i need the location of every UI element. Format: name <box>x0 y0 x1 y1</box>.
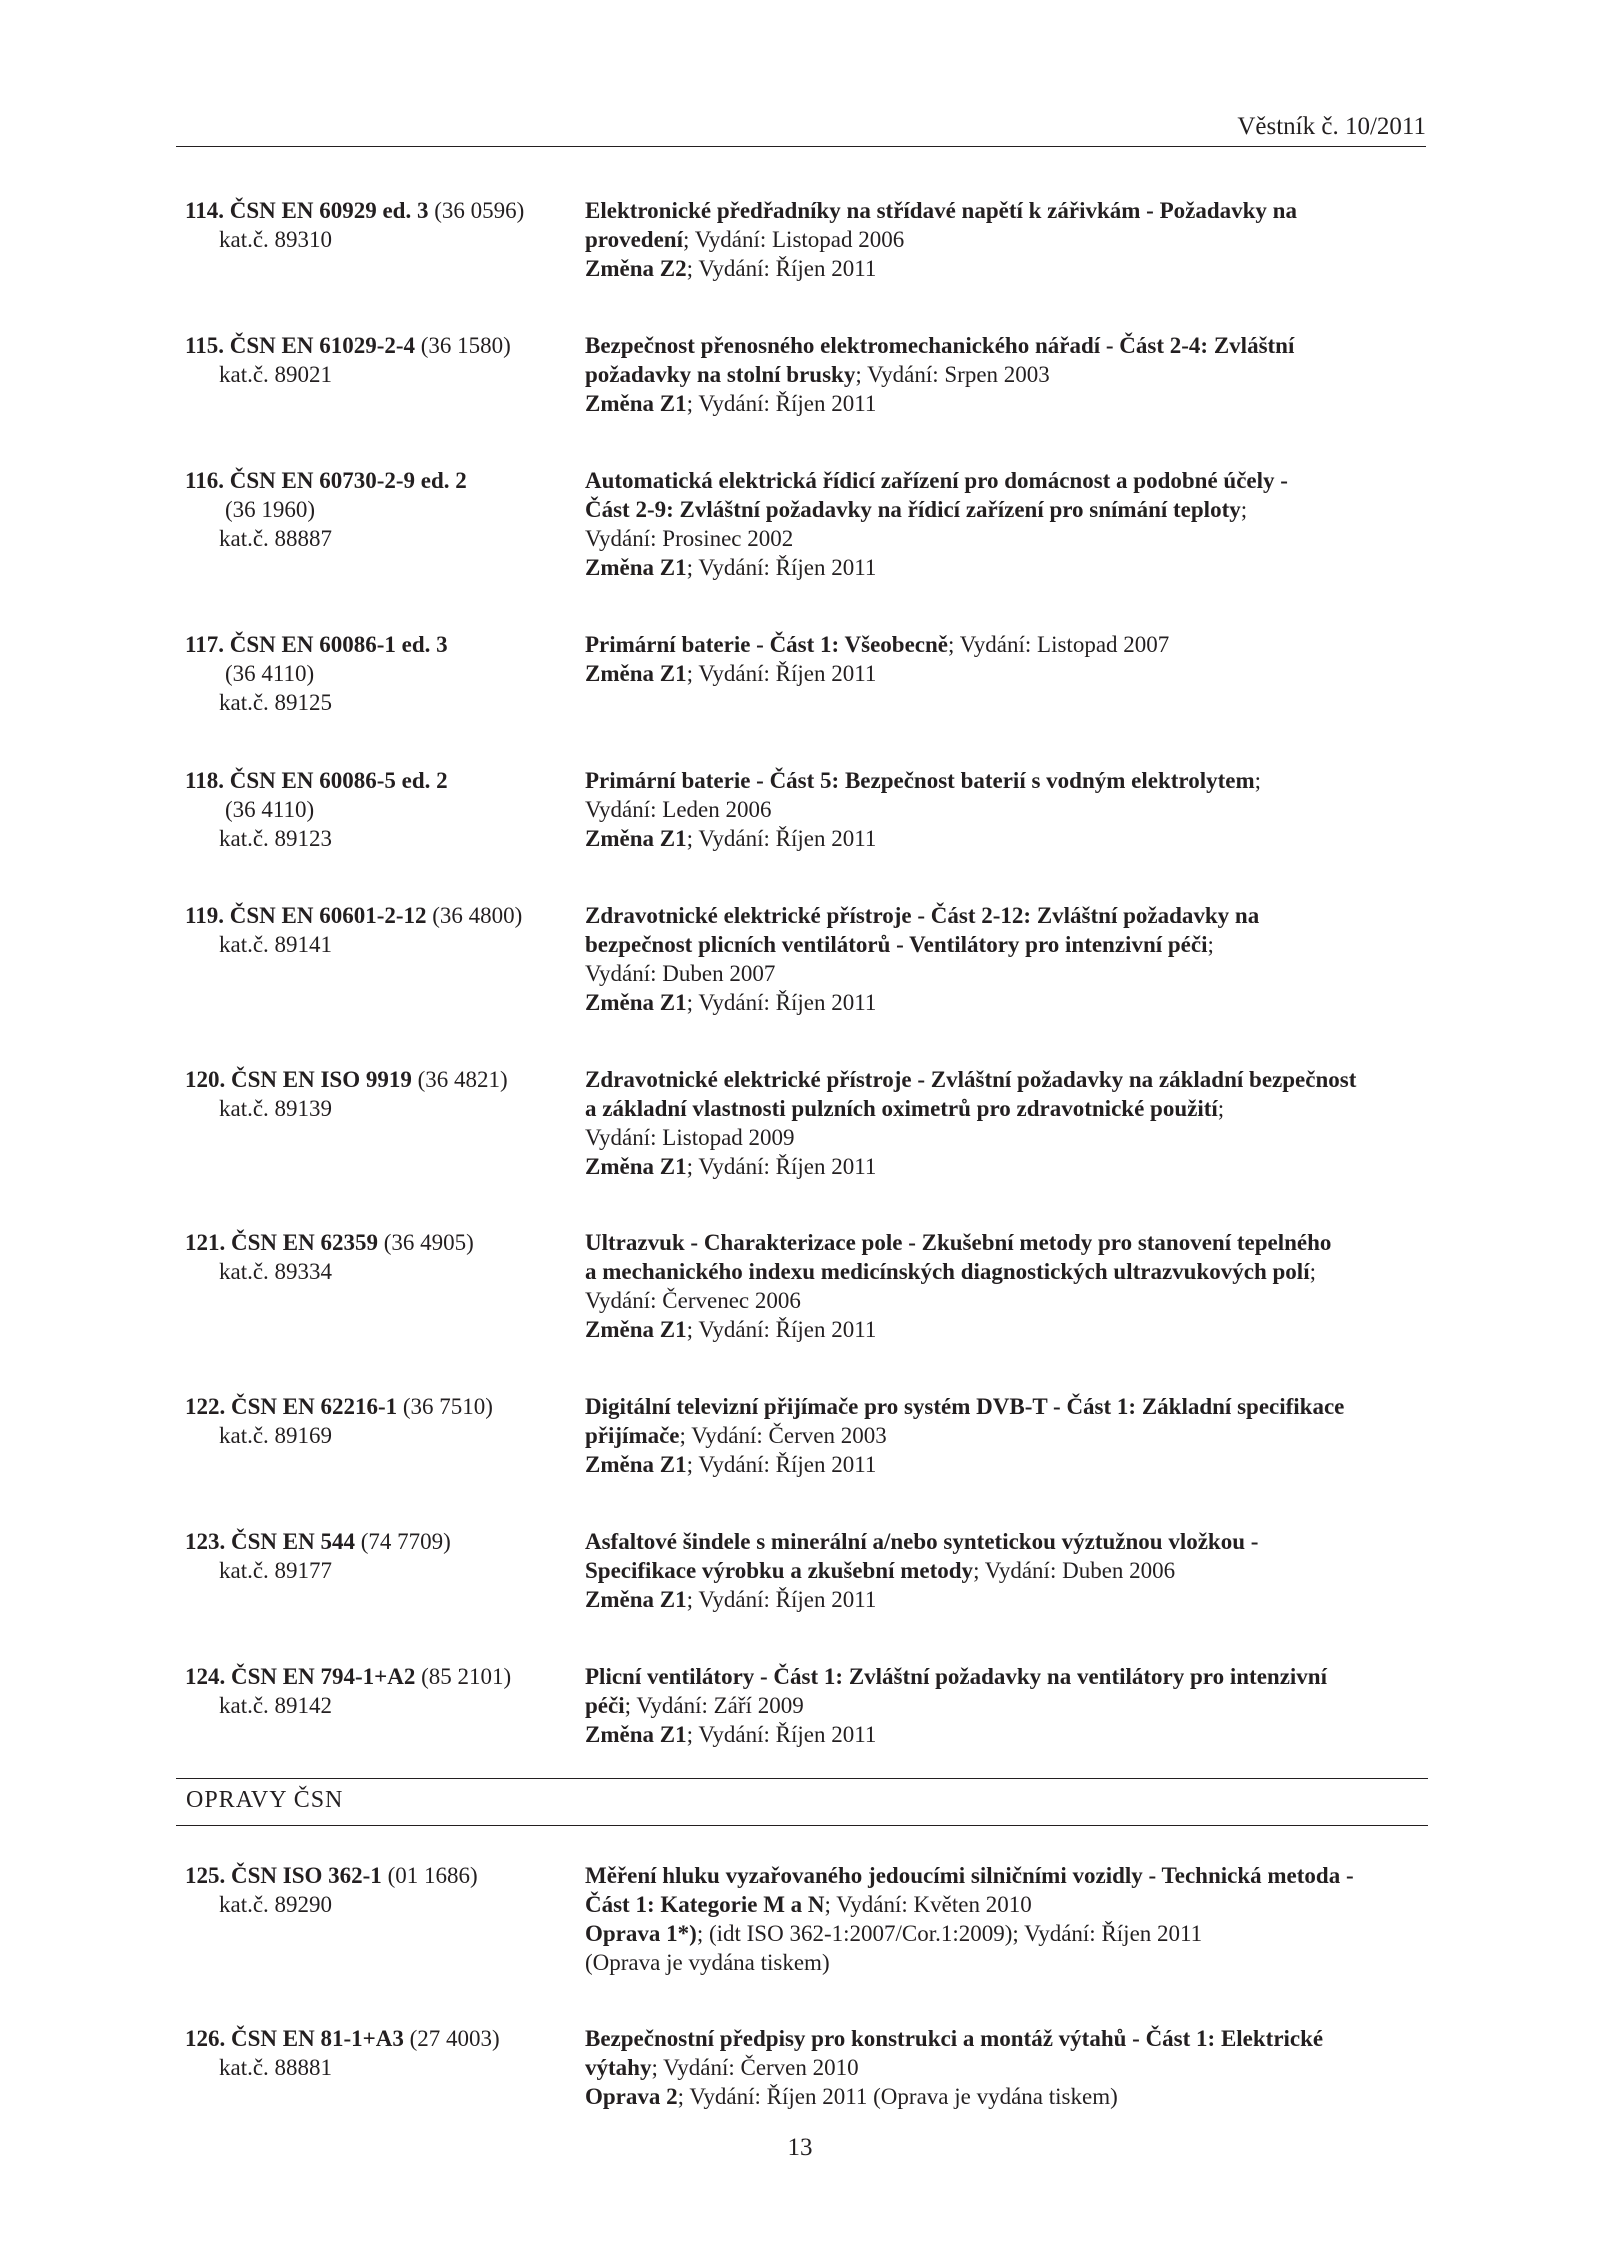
change-date: ; Vydání: Říjen 2011 <box>686 1154 877 1179</box>
standard-title: Automatická elektrická řídicí zařízení pro domácnost a podobné účely - <box>585 468 1288 493</box>
standard-code: ČSN EN ISO 9919 <box>231 1067 412 1092</box>
change-date: ; Vydání: Říjen 2011 <box>686 1587 877 1612</box>
classification-code: (36 1960) <box>225 497 316 522</box>
standard-title: Zdravotnické elektrické přístroje - Zvláštní požadavky na základní bezpečnost <box>585 1067 1357 1092</box>
standard-code: ČSN EN 60086-5 ed. 2 <box>229 768 448 793</box>
catalog-number: kat.č. 89177 <box>219 1558 333 1583</box>
entry-number: 116. <box>185 468 224 493</box>
classification-code: (36 0596) <box>434 198 525 223</box>
standard-title-cont: a mechanického indexu medicínských diagnostických ultrazvukových polí <box>585 1259 1310 1284</box>
change-label: Změna Z1 <box>585 990 687 1015</box>
change-label: Změna Z1 <box>585 391 687 416</box>
change-date: ; Vydání: Říjen 2011 <box>686 1317 877 1342</box>
catalog-number: kat.č. 89139 <box>219 1096 333 1121</box>
correction-details: ; Vydání: Říjen 2011 (Oprava je vydána tiskem) <box>677 2084 1118 2109</box>
issue-date: Vydání: Listopad 2009 <box>585 1125 795 1150</box>
catalog-number: kat.č. 89169 <box>219 1423 333 1448</box>
standard-title-cont: bezpečnost plicních ventilátorů - Ventilátory pro intenzivní péči <box>585 932 1208 957</box>
catalog-number: kat.č. 89123 <box>219 826 333 851</box>
classification-code: (36 4110) <box>225 797 315 822</box>
change-date: ; Vydání: Říjen 2011 <box>686 990 877 1015</box>
standard-title: Měření hluku vyzařovaného jedoucími silničními vozidly - Technická metoda - <box>585 1863 1354 1888</box>
catalog-number: kat.č. 89334 <box>219 1259 333 1284</box>
entry-number: 118. <box>185 768 224 793</box>
change-date: ; Vydání: Říjen 2011 <box>686 826 877 851</box>
classification-code: (36 4821) <box>417 1067 508 1092</box>
change-label: Změna Z1 <box>585 1587 687 1612</box>
standard-title-cont: výtahy <box>585 2055 652 2080</box>
classification-code: (36 7510) <box>402 1394 493 1419</box>
issue-date: ; Vydání: Srpen 2003 <box>855 362 1050 387</box>
classification-code: (36 4800) <box>432 903 523 928</box>
standard-title: Zdravotnické elektrické přístroje - Část 2-12: Zvláštní požadavky na <box>585 903 1260 928</box>
catalog-number: kat.č. 89141 <box>219 932 333 957</box>
standard-title-cont: a základní vlastnosti pulzních oximetrů pro zdravotnické použití <box>585 1096 1218 1121</box>
standard-title-cont: Část 1: Kategorie M a N <box>585 1892 825 1917</box>
entry-number: 125. <box>185 1863 226 1888</box>
standard-code: ČSN EN 62216-1 <box>231 1394 398 1419</box>
change-label: Změna Z1 <box>585 1722 687 1747</box>
entry-number: 117. <box>185 632 224 657</box>
change-date: ; Vydání: Říjen 2011 <box>686 1722 877 1747</box>
entry-number: 126. <box>185 2026 226 2051</box>
classification-code: (36 4905) <box>383 1230 474 1255</box>
standard-code: ČSN EN 544 <box>231 1529 355 1554</box>
classification-code: (74 7709) <box>360 1529 451 1554</box>
entry-number: 122. <box>185 1394 226 1419</box>
standard-code: ČSN EN 62359 <box>231 1230 378 1255</box>
title-punctuation: ; <box>1217 1096 1225 1121</box>
standard-title: Plicní ventilátory - Část 1: Zvláštní požadavky na ventilátory pro intenzivní <box>585 1664 1327 1689</box>
catalog-number: kat.č. 89310 <box>219 227 333 252</box>
title-punctuation: ; <box>1254 768 1262 793</box>
issue-date: ; Vydání: Listopad 2006 <box>682 227 905 252</box>
correction-details: ; (idt ISO 362-1:2007/Cor.1:2009); Vydání: Říjen 2011 <box>696 1921 1203 1946</box>
change-date: ; Vydání: Říjen 2011 <box>686 1452 877 1477</box>
entry-number: 121. <box>185 1230 226 1255</box>
classification-code: (27 4003) <box>409 2026 500 2051</box>
catalog-number: kat.č. 89021 <box>219 362 333 387</box>
issue-date: ; Vydání: Červen 2010 <box>651 2055 859 2080</box>
change-label: Změna Z1 <box>585 555 687 580</box>
standard-title-cont: provedení <box>585 227 683 252</box>
issue-date: Vydání: Prosinec 2002 <box>585 526 794 551</box>
standard-code: ČSN ISO 362-1 <box>231 1863 382 1888</box>
entry-number: 119. <box>185 903 224 928</box>
standard-title-cont: požadavky na stolní brusky <box>585 362 856 387</box>
classification-code: (36 1580) <box>420 333 511 358</box>
standard-title: Ultrazvuk - Charakterizace pole - Zkušební metody pro stanovení tepelného <box>585 1230 1332 1255</box>
standard-code: ČSN EN 60086-1 ed. 3 <box>229 632 448 657</box>
standard-code: ČSN EN 60601-2-12 <box>229 903 427 928</box>
standard-code: ČSN EN 61029-2-4 <box>229 333 416 358</box>
standard-title: Asfaltové šindele s minerální a/nebo syntetickou výztužnou vložkou - <box>585 1529 1259 1554</box>
issue-date: Vydání: Duben 2007 <box>585 961 776 986</box>
standard-title: Bezpečnost přenosného elektromechanického nářadí - Část 2-4: Zvláštní <box>585 333 1295 358</box>
change-label: Změna Z1 <box>585 826 687 851</box>
correction-note: (Oprava je vydána tiskem) <box>585 1950 830 1975</box>
issue-date: ; Vydání: Červen 2003 <box>679 1423 887 1448</box>
standard-title-cont: péči <box>585 1693 625 1718</box>
standard-title: Elektronické předřadníky na střídavé napětí k zářivkám - Požadavky na <box>585 198 1297 223</box>
change-label: Změna Z1 <box>585 1317 687 1342</box>
catalog-number: kat.č. 88887 <box>219 526 333 551</box>
entry-number: 114. <box>185 198 224 223</box>
change-label: Změna Z1 <box>585 661 687 686</box>
entry-number: 123. <box>185 1529 226 1554</box>
standard-title: Primární baterie - Část 5: Bezpečnost baterií s vodným elektrolytem <box>585 768 1255 793</box>
catalog-number: kat.č. 89290 <box>219 1892 333 1917</box>
standard-code: ČSN EN 794-1+A2 <box>231 1664 416 1689</box>
change-date: ; Vydání: Říjen 2011 <box>686 256 877 281</box>
correction-label: Oprava 1*) <box>585 1921 697 1946</box>
change-date: ; Vydání: Říjen 2011 <box>686 391 877 416</box>
issue-date: Vydání: Leden 2006 <box>585 797 772 822</box>
classification-code: (36 4110) <box>225 661 315 686</box>
standard-code: ČSN EN 60929 ed. 3 <box>229 198 429 223</box>
issue-date: ; Vydání: Duben 2006 <box>973 1558 1176 1583</box>
change-date: ; Vydání: Říjen 2011 <box>686 661 877 686</box>
issue-date: ; Vydání: Září 2009 <box>624 1693 804 1718</box>
catalog-number: kat.č. 89125 <box>219 690 333 715</box>
entry-number: 124. <box>185 1664 226 1689</box>
issue-date: ; Vydání: Květen 2010 <box>824 1892 1032 1917</box>
issue-date: Vydání: Červenec 2006 <box>585 1288 801 1313</box>
title-punctuation: ; <box>1240 497 1248 522</box>
classification-code: (01 1686) <box>387 1863 478 1888</box>
standard-title-cont: přijímače <box>585 1423 680 1448</box>
standard-title-cont: Část 2-9: Zvláštní požadavky na řídicí zařízení pro snímání teploty <box>585 497 1241 522</box>
standard-title: Bezpečnostní předpisy pro konstrukci a montáž výtahů - Část 1: Elektrické <box>585 2026 1324 2051</box>
change-label: Změna Z2 <box>585 256 687 281</box>
change-date: ; Vydání: Říjen 2011 <box>686 555 877 580</box>
section-header-corrections <box>176 1778 1428 1826</box>
section-title: OPRAVY ČSN <box>186 1787 344 1813</box>
change-label: Změna Z1 <box>585 1154 687 1179</box>
classification-code: (85 2101) <box>421 1664 512 1689</box>
change-label: Změna Z1 <box>585 1452 687 1477</box>
catalog-number: kat.č. 88881 <box>219 2055 333 2080</box>
entry-number: 120. <box>185 1067 226 1092</box>
journal-issue: Věstník č. 10/2011 <box>1237 113 1426 140</box>
standard-code: ČSN EN 60730-2-9 ed. 2 <box>229 468 467 493</box>
issue-date: ; Vydání: Listopad 2007 <box>948 632 1170 657</box>
page-number: 13 <box>787 2134 813 2161</box>
entry-number: 115. <box>185 333 224 358</box>
catalog-number: kat.č. 89142 <box>219 1693 333 1718</box>
standard-title-cont: Specifikace výrobku a zkušební metody <box>585 1558 974 1583</box>
title-punctuation: ; <box>1309 1259 1316 1284</box>
standard-code: ČSN EN 81-1+A3 <box>231 2026 404 2051</box>
standard-title: Primární baterie - Část 1: Všeobecně <box>585 632 949 657</box>
title-punctuation: ; <box>1207 932 1214 957</box>
standard-title: Digitální televizní přijímače pro systém DVB-T - Část 1: Základní specifikace <box>585 1394 1345 1419</box>
page-header <box>176 104 1426 147</box>
correction-label: Oprava 2 <box>585 2084 678 2109</box>
